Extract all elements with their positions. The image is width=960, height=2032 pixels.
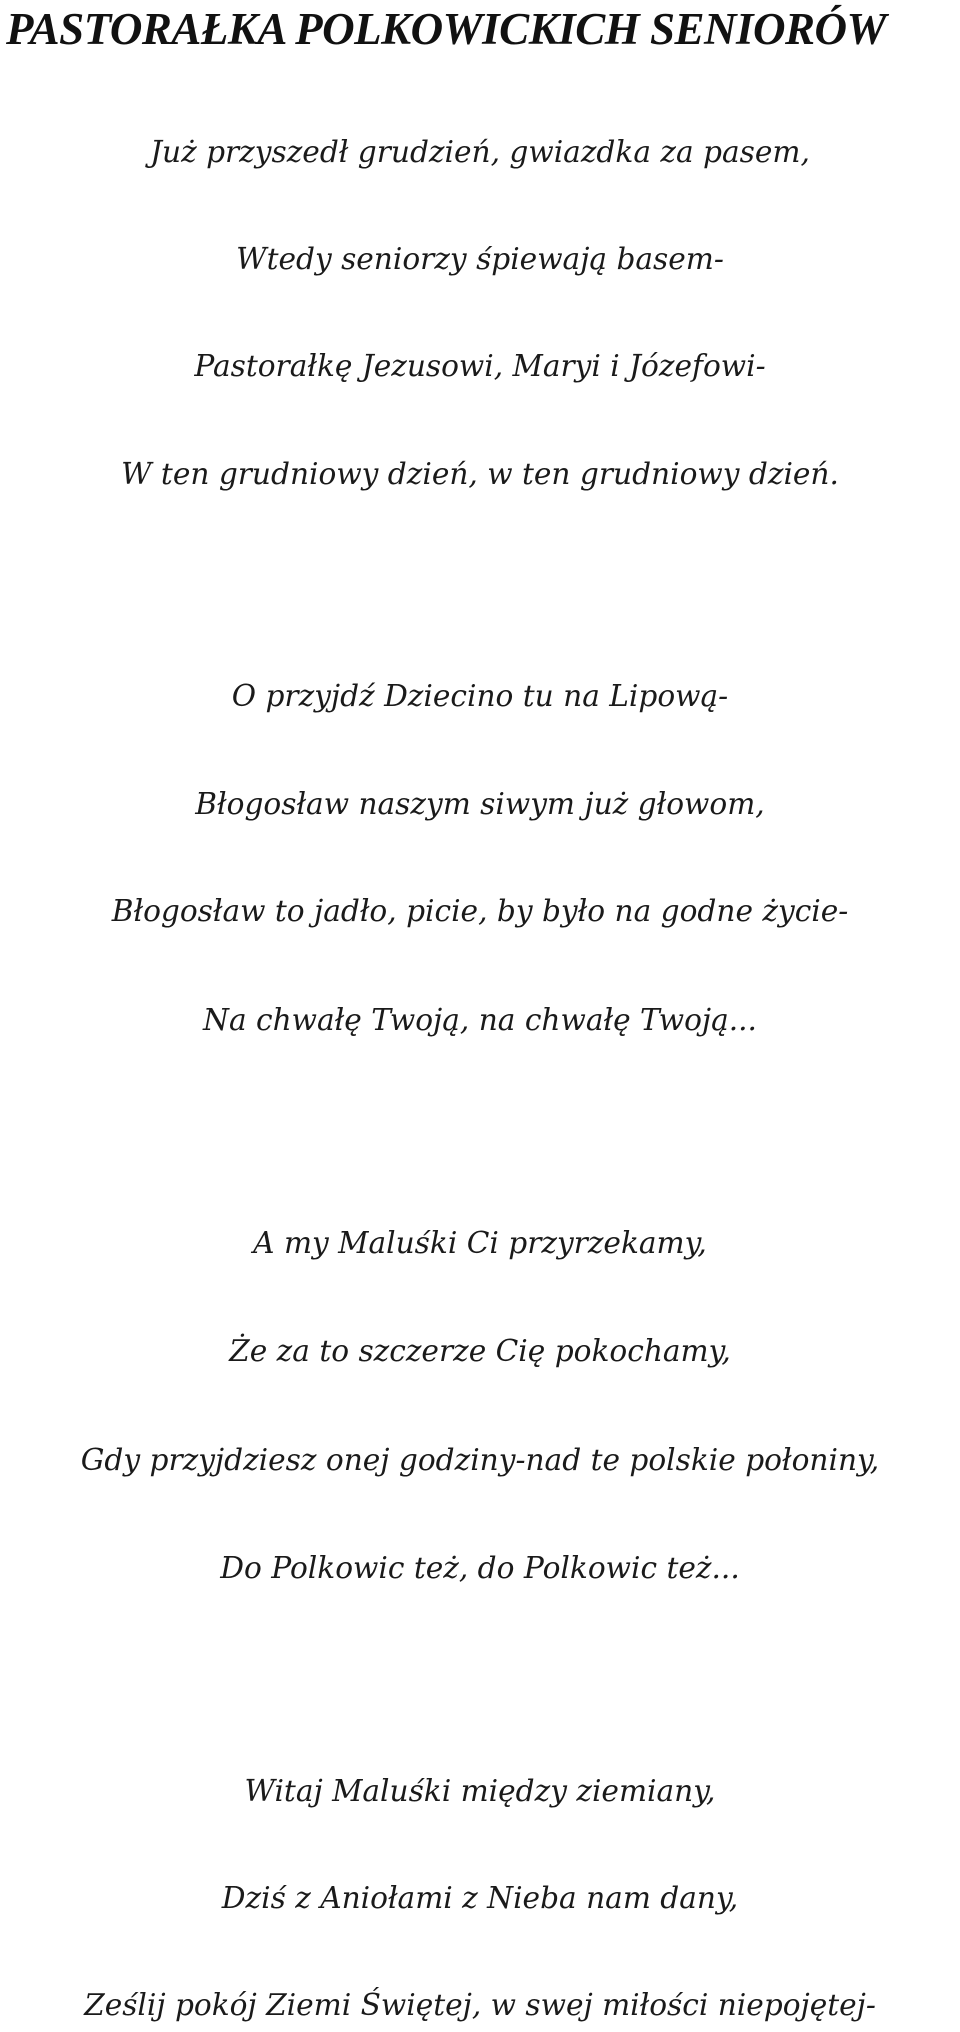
document-title: PASTORAŁKA POLKOWICKICH SENIORÓW	[6, 4, 887, 54]
stanza-2-line-3: Błogosław to jadło, picie, by było na godne życie-	[111, 894, 849, 928]
stanza-3-line-4: Do Polkowic też, do Polkowic też...	[220, 1551, 740, 1585]
stanza-4-line-2: Dziś z Aniołami z Nieba nam dany,	[221, 1881, 739, 1915]
stanza-1-line-2: Wtedy seniorzy śpiewają basem-	[236, 242, 724, 276]
stanza-4-line-1: Witaj Maluśki między ziemiany,	[244, 1774, 716, 1808]
stanza-2-line-2: Błogosław naszym siwym już głowom,	[195, 787, 765, 821]
stanza-1-line-1: Już przyszedł grudzień, gwiazdka za pasem,	[150, 135, 810, 169]
stanza-1-line-3: Pastorałkę Jezusowi, Maryi i Józefowi-	[194, 349, 766, 383]
stanza-3-line-2: Że za to szczerze Cię pokochamy,	[229, 1334, 731, 1368]
stanza-3-line-3: Gdy przyjdziesz onej godziny-nad te polskie połoniny,	[80, 1443, 880, 1477]
stanza-4-line-3: Ześlij pokój Ziemi Świętej, w swej miłości niepojętej-	[84, 1988, 876, 2022]
stanza-1-line-4: W ten grudniowy dzień, w ten grudniowy dzień.	[121, 457, 839, 491]
stanza-2-line-1: O przyjdź Dziecino tu na Lipową-	[231, 679, 729, 713]
stanza-2-line-4: Na chwałę Twoją, na chwałę Twoją...	[203, 1003, 757, 1037]
stanza-3-line-1: A my Maluśki Ci przyrzekamy,	[253, 1226, 707, 1260]
